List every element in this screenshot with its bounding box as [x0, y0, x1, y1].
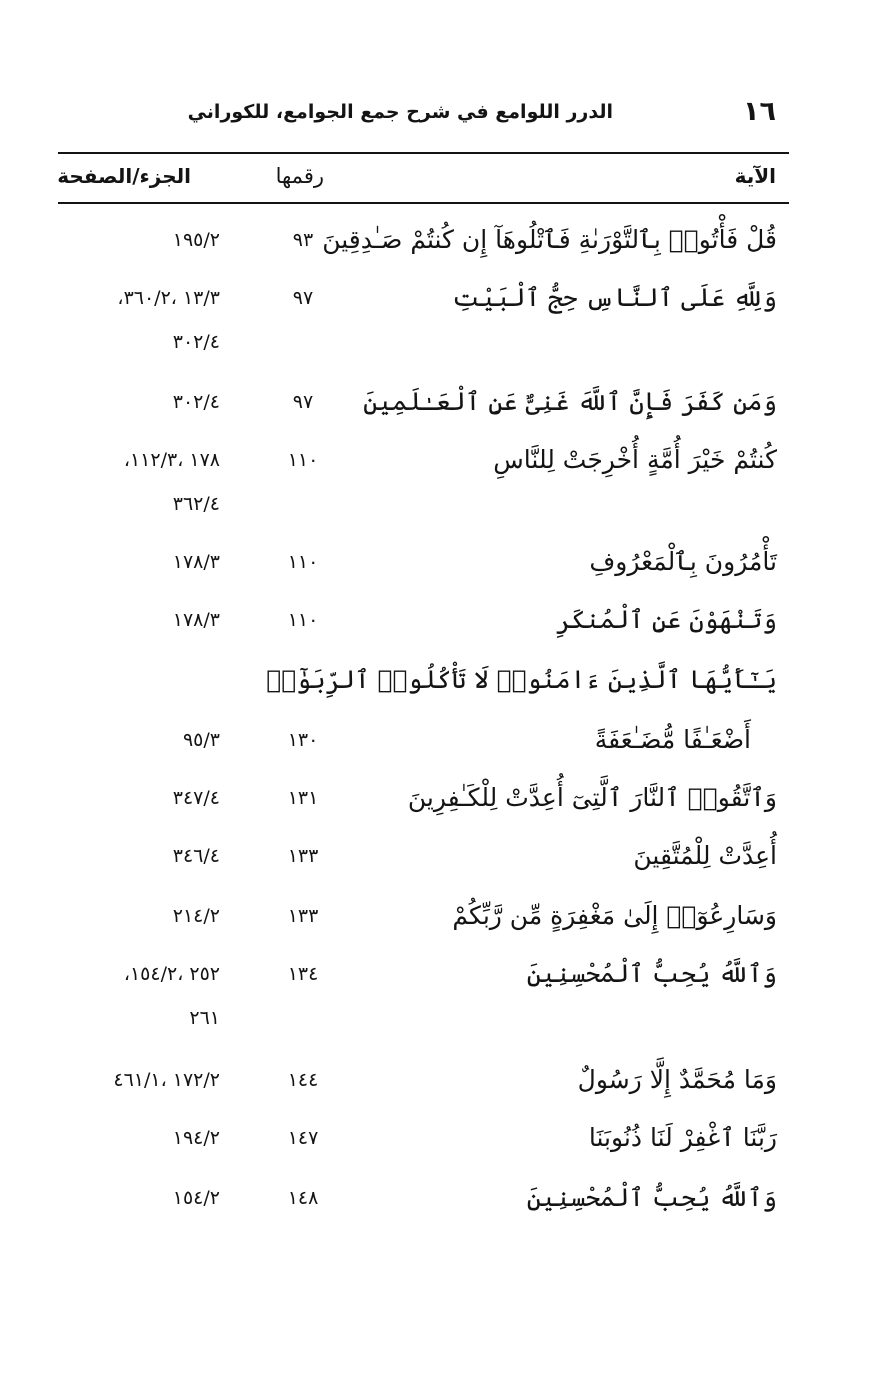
table-row [0, 218, 879, 262]
verse-text: قُلْ فَأْتُوا۟ بِٱلتَّوْرَىٰةِ فَٱتْلُوهَآ إِن كُنتُمْ صَـٰدِقِينَ [322, 225, 777, 254]
page-reference-line: ١٧٨ ،١١٢/٣، [123, 449, 220, 471]
verse-number: ٩٧ [292, 287, 314, 309]
verse-text: وَٱللَّهُ يُحِبُّ ٱلْمُحْسِنِينَ [526, 1183, 777, 1212]
page-reference: ١٩٥/٢ [172, 229, 220, 251]
verse-text: وَٱتَّقُوا۟ ٱلنَّارَ ٱلَّتِىٓ أُعِدَّتْ لِلْكَـٰفِرِينَ [407, 783, 777, 812]
verse-number: ١٤٤ [287, 1069, 319, 1091]
page-reference: ٢١٤/٢ [172, 905, 220, 927]
page-reference: ١٧٨/٣ [172, 551, 220, 573]
verse-text: وَتَنْهَوْنَ عَنِ ٱلْمُنكَرِ [556, 605, 777, 634]
page-reference [66, 438, 220, 526]
page-reference-line: ٣٦٢/٤ [172, 493, 220, 515]
page-number: ١٦ [743, 96, 776, 127]
verse-number: ١٤٧ [287, 1127, 319, 1149]
page-reference-line: ٢٥٢ ،١٥٤/٢، [123, 963, 220, 985]
verse-number: ١١٠ [287, 609, 319, 631]
page-reference [66, 952, 220, 1040]
table-row [0, 598, 879, 642]
table-row [0, 540, 879, 584]
verse-number: ١١٠ [287, 551, 319, 573]
verse-text: وَمَا مُحَمَّدٌ إِلَّا رَسُولٌ [577, 1065, 777, 1094]
table-row [0, 952, 879, 1040]
table-row [0, 834, 879, 878]
table-row [0, 438, 879, 526]
page-reference-line: ٣٠٢/٤ [172, 331, 220, 353]
table-row [0, 1058, 879, 1102]
verse-text: وَسَارِعُوٓا۟ إِلَىٰ مَغْفِرَةٍ مِّن رَّبِّكُمْ [452, 901, 777, 930]
verse-text: تَأْمُرُونَ بِٱلْمَعْرُوفِ [589, 547, 777, 576]
column-header-verse: الآية [734, 164, 776, 188]
verse-text: وَمَن كَفَرَ فَإِنَّ ٱللَّهَ غَنِىٌّ عَنِ ٱلْعَـٰلَمِينَ [363, 387, 777, 416]
table-row [0, 1116, 879, 1160]
column-header-number: رقمها [275, 164, 324, 188]
table-row [0, 1176, 879, 1220]
page-reference: ١٩٤/٢ [172, 1127, 220, 1149]
verse-number: ١١٠ [287, 449, 319, 471]
verse-text: رَبَّنَا ٱغْفِرْ لَنَا ذُنُوبَنَا [588, 1123, 777, 1152]
verse-number: ١٣٠ [287, 729, 319, 751]
verse-text: وَلِلَّهِ عَلَى ٱلنَّاسِ حِجُّ ٱلْبَيْتِ [452, 283, 777, 312]
table-row [0, 276, 879, 364]
verse-text: كُنتُمْ خَيْرَ أُمَّةٍ أُخْرِجَتْ لِلنَّاسِ [493, 445, 777, 474]
column-header-page: الجزء/الصفحة [57, 164, 191, 188]
verse-text: أُعِدَّتْ لِلْمُتَّقِينَ [633, 841, 777, 870]
verse-text: وَٱللَّهُ يُحِبُّ ٱلْمُحْسِنِينَ [526, 959, 777, 988]
page-reference-line: ١٣/٣ ،٣٦٠/٢، [117, 287, 220, 309]
page-reference: ١٥٤/٢ [172, 1187, 220, 1209]
verse-number: ٩٣ [292, 229, 314, 251]
running-title: الدرر اللوامع في شرح جمع الجوامع، للكوراني [187, 101, 613, 123]
header-rule-bottom [58, 202, 789, 204]
page-reference: ٣٤٧/٤ [172, 787, 220, 809]
page-header [187, 92, 788, 136]
page-reference: ٣٤٦/٤ [172, 845, 220, 867]
verse-number: ١٣٣ [287, 845, 319, 867]
verse-text: يَـٰٓأَيُّهَا ٱلَّذِينَ ءَامَنُوا۟ لَا تَأْكُلُوا۟ ٱلرِّبَوٰٓا۟ [266, 665, 777, 694]
verse-text: أَضْعَـٰفًا مُّضَـٰعَفَةً [594, 725, 751, 754]
page-reference: ٩٥/٣ [182, 729, 220, 751]
verse-number: ١٣٤ [287, 963, 319, 985]
verse-number: ١٤٨ [287, 1187, 319, 1209]
table-row [0, 718, 879, 762]
table-row [0, 776, 879, 820]
page-reference: ٣٠٢/٤ [172, 391, 220, 413]
page-reference [66, 276, 220, 364]
verse-number: ١٣١ [287, 787, 319, 809]
page-reference-line: ٢٦١ [189, 1007, 220, 1029]
table-row [0, 658, 879, 702]
table-row [0, 894, 879, 938]
verse-number: ١٣٣ [287, 905, 319, 927]
page-reference: ١٧٢/٢ ،٤٦١/١ [113, 1069, 220, 1091]
header-rule-top [58, 152, 789, 154]
verse-number: ٩٧ [292, 391, 314, 413]
table-row [0, 380, 879, 424]
page-reference: ١٧٨/٣ [172, 609, 220, 631]
